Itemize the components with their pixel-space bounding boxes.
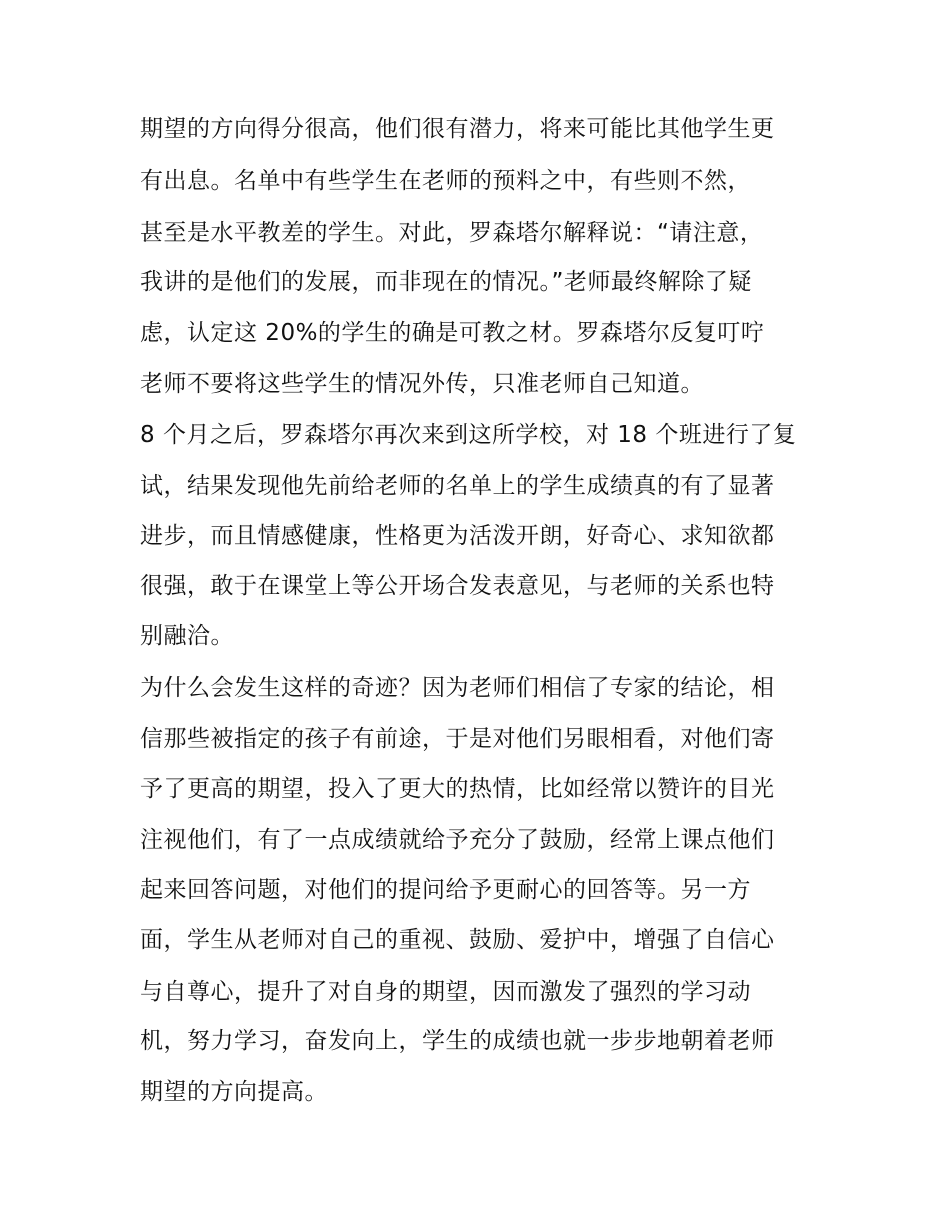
text-line: 面，学生从老师对自己的重视、鼓励、爱护中，增强了自信心: [140, 927, 775, 953]
text-line: 很强，敢于在课堂上等公开场合发表意见，与老师的关系也特: [140, 573, 775, 599]
text-line: 为什么会发生这样的奇迹？因为老师们相信了专家的结论，相: [140, 675, 775, 701]
text-line: 虑，认定这 20%的学生的确是可教之材。罗森塔尔反复叮咛: [140, 320, 765, 346]
text-line: 有出息。名单中有些学生在老师的预料之中，有些则不然，: [140, 168, 751, 194]
text-line: 与自尊心，提升了对自身的期望，因而激发了强烈的学习动: [140, 979, 751, 1005]
text-line: 起来回答问题，对他们的提问给予更耐心的回答等。另一方: [140, 877, 751, 903]
text-line: 我讲的是他们的发展，而非现在的情况。”老师最终解除了疑: [140, 269, 752, 295]
text-line: 甚至是水平教差的学生。对此，罗森塔尔解释说：“请注意，: [140, 220, 764, 246]
text-line: 信那些被指定的孩子有前途，于是对他们另眼相看，对他们寄: [140, 726, 775, 752]
text-line: 期望的方向提高。: [140, 1079, 328, 1105]
text-line: 机，努力学习，奋发向上，学生的成绩也就一步步地朝着老师: [140, 1028, 775, 1054]
text-line: 别融洽。: [140, 623, 234, 649]
text-line: 试，结果发现他先前给老师的名单上的学生成绩真的有了显著: [140, 473, 775, 499]
text-line: 注视他们，有了一点成绩就给予充分了鼓励，经常上课点他们: [140, 827, 775, 853]
text-line: 期望的方向得分很高，他们很有潜力，将来可能比其他学生更: [140, 116, 775, 142]
text-line: 8 个月之后，罗森塔尔再次来到这所学校，对 18 个班进行了复: [140, 422, 797, 448]
text-line: 进步，而且情感健康，性格更为活泼开朗，好奇心、求知欲都: [140, 523, 775, 549]
text-line: 予了更高的期望，投入了更大的热情，比如经常以赞许的目光: [140, 776, 775, 802]
text-line: 老师不要将这些学生的情况外传，只准老师自己知道。: [140, 371, 704, 397]
